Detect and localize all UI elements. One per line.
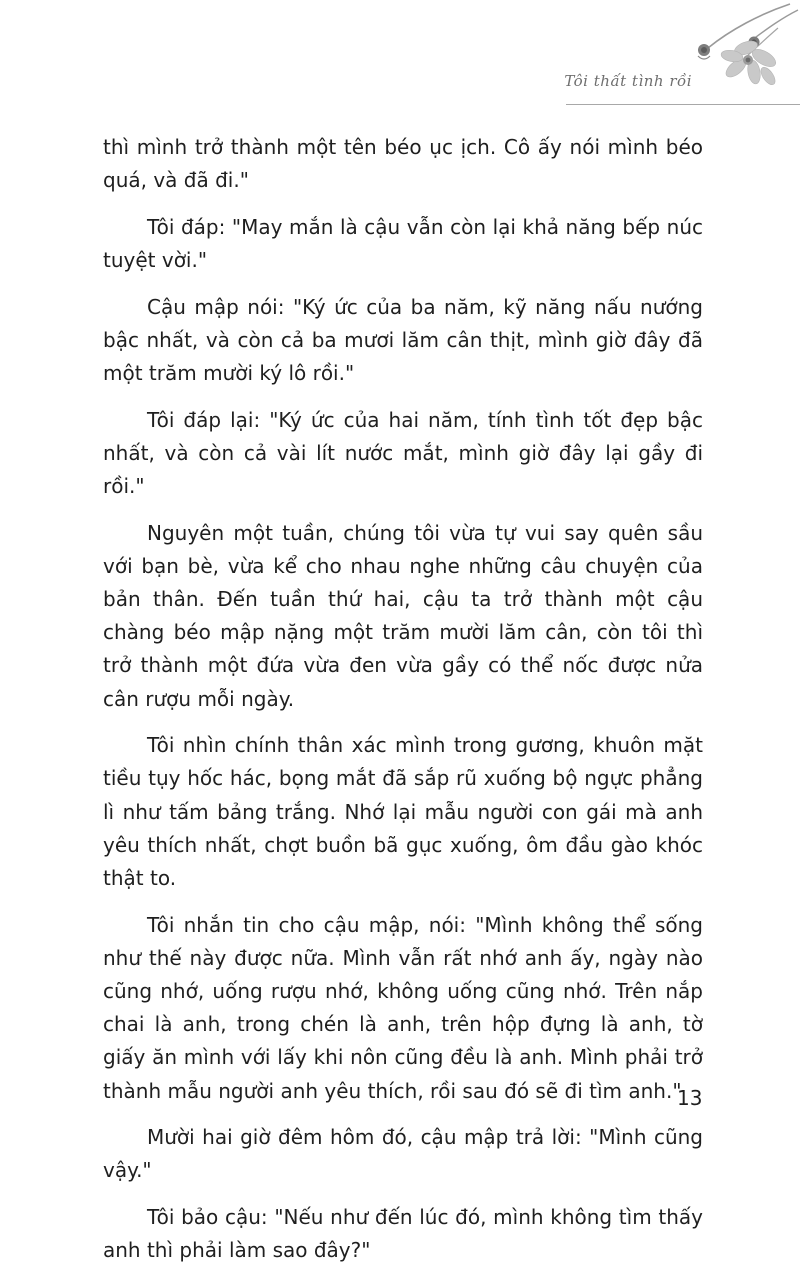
paragraph: Tôi bảo cậu: "Nếu như đến lúc đó, mình không tìm thấy anh thì phải làm sao đây?" [103,1205,703,1263]
paragraph: Tôi đáp lại: "Ký ức của hai năm, tính tình tốt đẹp bậc nhất, và còn cả vài lít nước mắt, mình giờ đây lại gầy đi rồi." [103,407,703,498]
paragraph: Mười hai giờ đêm hôm đó, cậu mập trả lời: "Mình cũng vậy." [103,1125,703,1183]
body-text [103,131,703,1281]
flower-sprig-icon [660,0,800,110]
running-title: Tôi thất tình rồi [564,72,692,90]
paragraph: Tôi đáp: "May mắn là cậu vẫn còn lại khả năng bếp núc tuyệt vời." [103,214,703,272]
page-number: 13 [677,1086,703,1110]
paragraph: Tôi nhìn chính thân xác mình trong gương, khuôn mặt tiều tụy hốc hác, bọng mắt đã sắp rũ xuống bộ ngực phẳng lì như tấm bảng trắng. Nhớ lại mẫu người con gái mà anh yêu thích nhất, chợt buồn bã gục xuống, ôm đầu gào khóc thật to. [103,733,703,891]
paragraph: thì mình trở thành một tên béo ục ịch. Cô ấy nói mình béo quá, và đã đi." [103,135,703,193]
paragraph: Nguyên một tuần, chúng tôi vừa tự vui say quên sầu với bạn bè, vừa kể cho nhau nghe những câu chuyện của bản thân. Đến tuần thứ hai, cậu ta trở thành một cậu chàng béo mập nặng một trăm mười lăm cân, còn tôi thì trở thành một đứa vừa đen vừa gầy có thể nốc được nửa cân rượu mỗi ngày. [103,520,703,711]
header-divider [566,104,800,105]
paragraph: Tôi nhắn tin cho cậu mập, nói: "Mình không thể sống như thế này được nữa. Mình vẫn rất nhớ anh ấy, ngày nào cũng nhớ, uống rượu nhớ, không uống cũng nhớ. Trên nắp chai là anh, trong chén là anh, trên hộp đựng là anh, tờ giấy ăn mình với lấy khi nôn cũng đều là anh. Mình phải trở thành mẫu người anh yêu thích, rồi sau đó sẽ đi tìm anh." [103,912,703,1103]
paragraph: Cậu mập nói: "Ký ức của ba năm, kỹ năng nấu nướng bậc nhất, và còn cả ba mươi lăm cân thịt, mình giờ đây đã một trăm mười ký lô rồi." [103,294,703,385]
